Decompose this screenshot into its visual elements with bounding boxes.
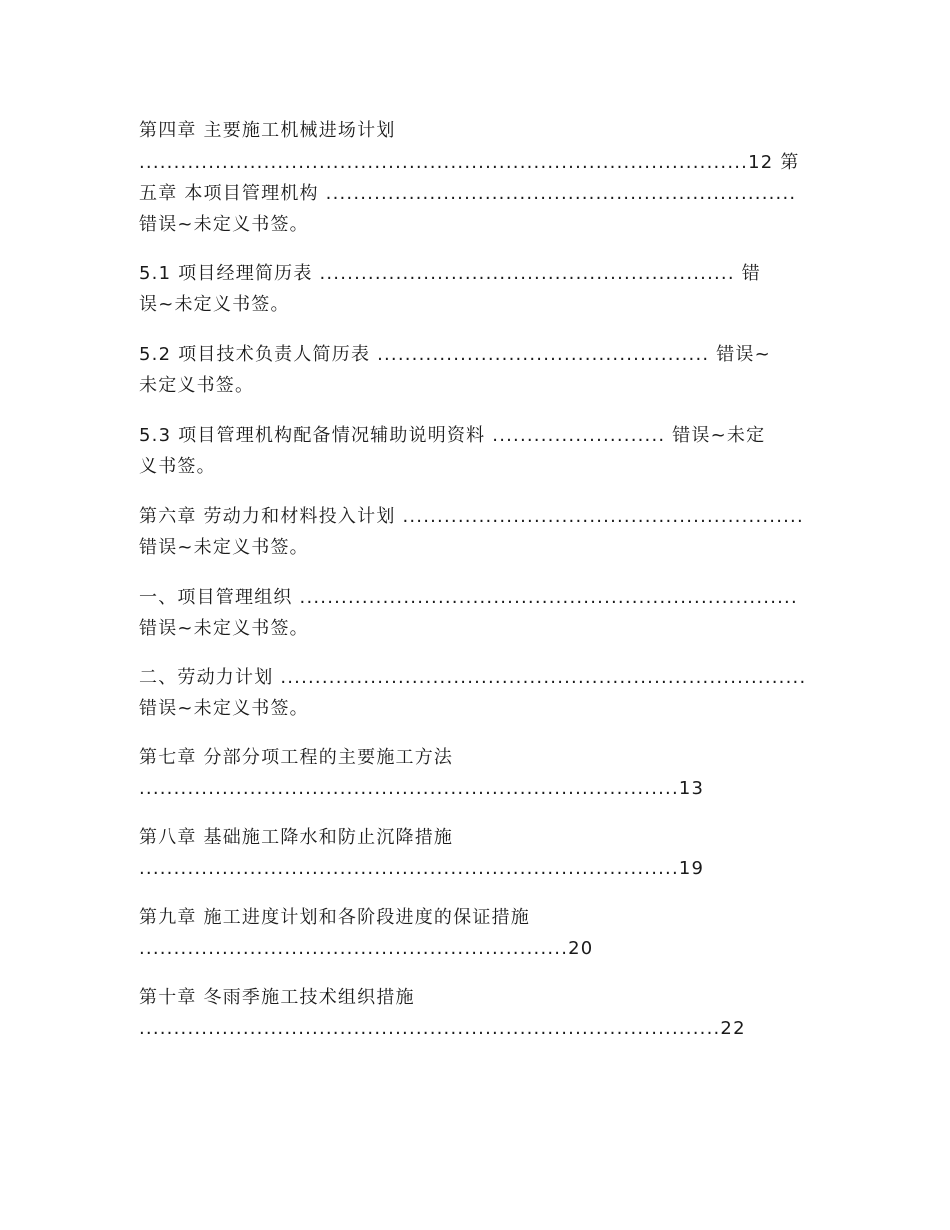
toc-entry-chapter-10-page[interactable]: ....................................................................................22 bbox=[139, 1018, 746, 1039]
toc-entry-6-1-page[interactable]: 错误~未定义书签。 bbox=[139, 618, 309, 639]
toc-entry-chapter-6-title[interactable]: 第六章 劳动力和材料投入计划 .......................................................... bbox=[139, 506, 804, 527]
toc-entry-6-2-page[interactable]: 错误~未定义书签。 bbox=[139, 698, 309, 719]
toc-entry-5-2-page[interactable]: 未定义书签。 bbox=[139, 375, 255, 396]
toc-entry-chapter-9-page[interactable]: ..............................................................20 bbox=[139, 938, 594, 959]
toc-entry-chapter-7-title[interactable]: 第七章 分部分项工程的主要施工方法 bbox=[139, 747, 454, 768]
toc-entry-5-3-title[interactable]: 5.3 项目管理机构配备情况辅助说明资料 ......................... 错误~未定 bbox=[139, 425, 766, 446]
toc-entry-chapter-8-title[interactable]: 第八章 基础施工降水和防止沉降措施 bbox=[139, 827, 454, 848]
toc-entry-chapter-5-title[interactable]: 五章 本项目管理机构 .................................................................... bbox=[139, 183, 797, 204]
toc-entry-chapter-7-page[interactable]: ..............................................................................13 bbox=[139, 778, 705, 799]
toc-entry-6-2-title[interactable]: 二、劳动力计划 ............................................................................ bbox=[139, 667, 807, 688]
toc-entry-chapter-10-title[interactable]: 第十章 冬雨季施工技术组织措施 bbox=[139, 987, 415, 1008]
toc-entry-chapter-8-page[interactable]: ..............................................................................19 bbox=[139, 858, 705, 879]
toc-entry-5-2-title[interactable]: 5.2 项目技术负责人简历表 ................................................ 错误~ bbox=[139, 344, 771, 365]
toc-entry-chapter-9-title[interactable]: 第九章 施工进度计划和各阶段进度的保证措施 bbox=[139, 907, 530, 928]
toc-entry-5-3-page[interactable]: 义书签。 bbox=[139, 456, 216, 477]
toc-entry-chapter-6-page[interactable]: 错误~未定义书签。 bbox=[139, 537, 309, 558]
toc-entry-5-1-title[interactable]: 5.1 项目经理简历表 ............................................................ 错 bbox=[139, 263, 761, 284]
toc-entry-5-1-page[interactable]: 误~未定义书签。 bbox=[139, 294, 290, 315]
toc-entry-chapter-4-leader[interactable]: ........................................................................................12 第 bbox=[139, 152, 800, 173]
toc-entry-chapter-4-title[interactable]: 第四章 主要施工机械进场计划 bbox=[139, 120, 396, 141]
toc-entry-chapter-5-page[interactable]: 错误~未定义书签。 bbox=[139, 214, 309, 235]
toc-entry-6-1-title[interactable]: 一、项目管理组织 ........................................................................ bbox=[139, 587, 798, 608]
